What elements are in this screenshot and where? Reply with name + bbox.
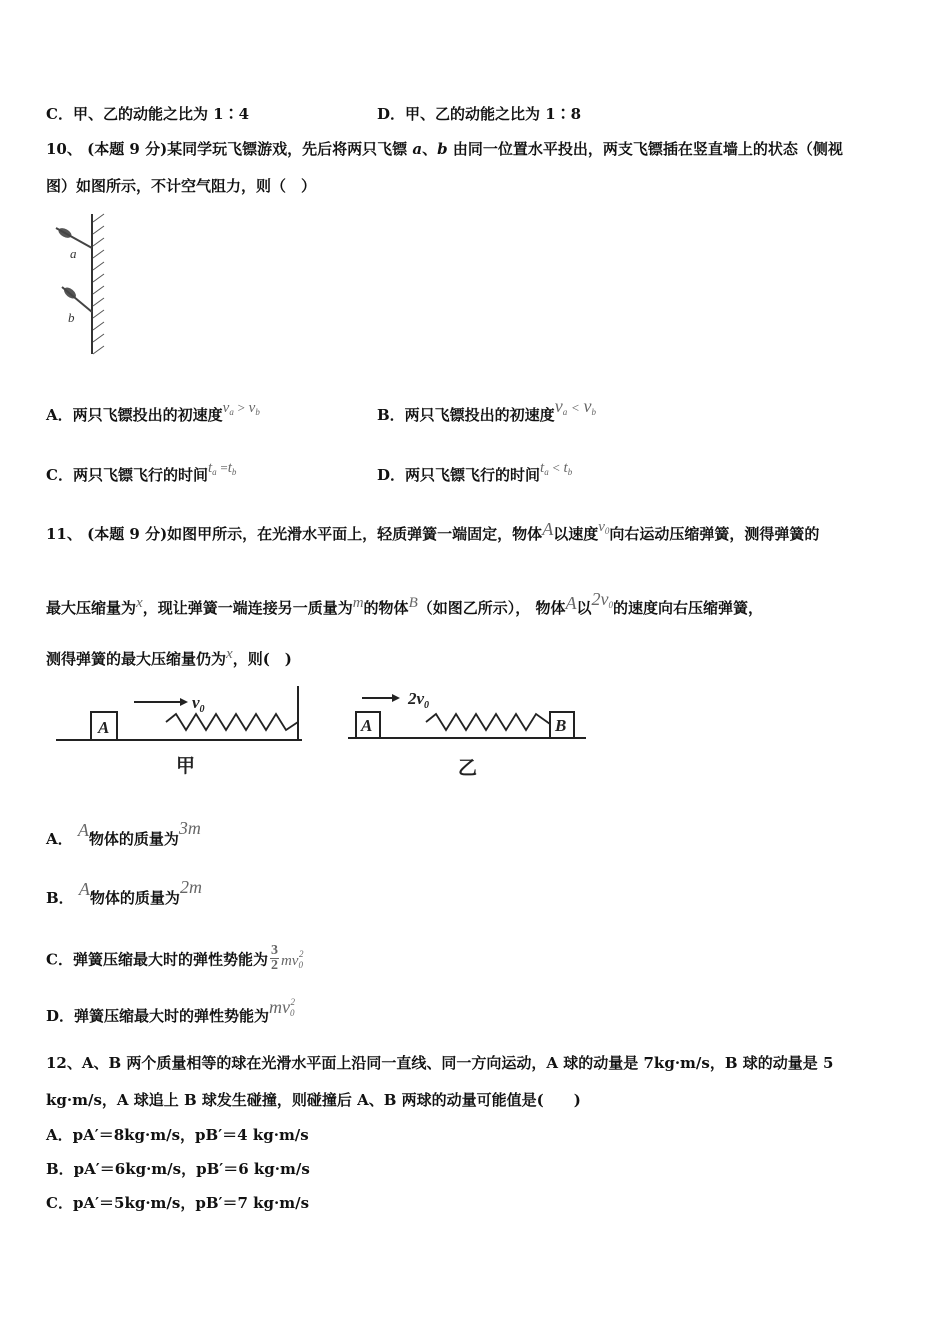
q11-stem-line2: 最大压缩量为x，现让弹簧一端连接另一质量为m的物体B（如图乙所示）， 物体A以$2v_0$的速度向右压缩弹簧，	[46, 589, 763, 617]
q9-option-d: D．甲、乙的动能之比为 1∶8	[377, 105, 582, 123]
q11-stem-line3: 测得弹簧的最大压缩量仍为x，则( )	[46, 646, 292, 668]
q12-stem-line1: 12、A、B 两个质量相等的球在光滑水平面上沿同一直线、同一方向运动，A 球的动量是 7kg·m/s，B 球的动量是 5	[46, 1054, 834, 1072]
spring	[426, 714, 550, 730]
q11-stem-line1: 11、 (本题 9 分)如图甲所示，在光滑水平面上，轻质弹簧一端固定，物体A以速度$v_0$向右运动压缩弹簧，测得弹簧的	[46, 519, 820, 543]
caption-yi: 乙	[458, 757, 478, 779]
q11-option-a: A． A物体的质量为3m	[46, 818, 201, 848]
q10-option-d: D．两只飞镖飞行的时间$t_a < t_b$	[377, 460, 573, 484]
q11-option-c: C．弹簧压缩最大时的弹性势能为 $\frac{3}{2}$ $mv_0^2$	[46, 943, 304, 973]
q12-option-b: B．pA′＝6kg·m/s，pB′＝6 kg·m/s	[46, 1160, 310, 1178]
q10-option-b: B．两只飞镖投出的初速度$v_a < v_b$	[377, 396, 597, 424]
q11-option-b: B． A物体的质量为2m	[46, 877, 202, 907]
block-a-label: A	[361, 716, 373, 735]
velocity-label: $2v_0$	[408, 689, 430, 711]
q10-stem-line1: 10、 (本题 9 分)某同学玩飞镖游戏，先后将两只飞镖 a、b 由同一位置水平投出，两支飞镖插在竖直墙上的状态（侧视	[46, 140, 843, 158]
spring-figure-jia	[56, 684, 306, 780]
dart-b-label: b	[68, 310, 75, 325]
velocity-label: $v_0$	[192, 693, 205, 715]
q9-option-c: C．甲、乙的动能之比为 1∶4	[46, 105, 250, 123]
q12-stem-line2: kg·m/s，A 球追上 B 球发生碰撞，则碰撞后 A、B 两球的动量可能值是( )	[46, 1091, 581, 1109]
q10-option-c: C．两只飞镖飞行的时间$t_a =t_b$	[46, 460, 237, 484]
dart-b	[62, 285, 92, 312]
block-a-label: A	[98, 718, 110, 737]
spring-figure-yi	[346, 684, 596, 780]
caption-jia: 甲	[176, 755, 196, 777]
q12-option-a: A．pA′＝8kg·m/s，pB′＝4 kg·m/s	[46, 1126, 309, 1144]
spring	[166, 714, 298, 730]
dart-wall-figure	[46, 212, 116, 358]
q10-option-a: A．两只飞镖投出的初速度$v_a > v_b$	[46, 400, 260, 424]
dart-a-label: a	[70, 246, 77, 261]
q10-stem-line2: 图）如图所示，不计空气阻力，则（ ）	[46, 177, 317, 195]
q11-option-d: D．弹簧压缩最大时的弹性势能为$mv_0^2$	[46, 997, 296, 1025]
dart-a	[56, 226, 92, 248]
wall-hatching	[93, 214, 104, 354]
q12-option-c: C．pA′＝5kg·m/s，pB′＝7 kg·m/s	[46, 1194, 310, 1212]
block-b-label: B	[555, 716, 567, 735]
